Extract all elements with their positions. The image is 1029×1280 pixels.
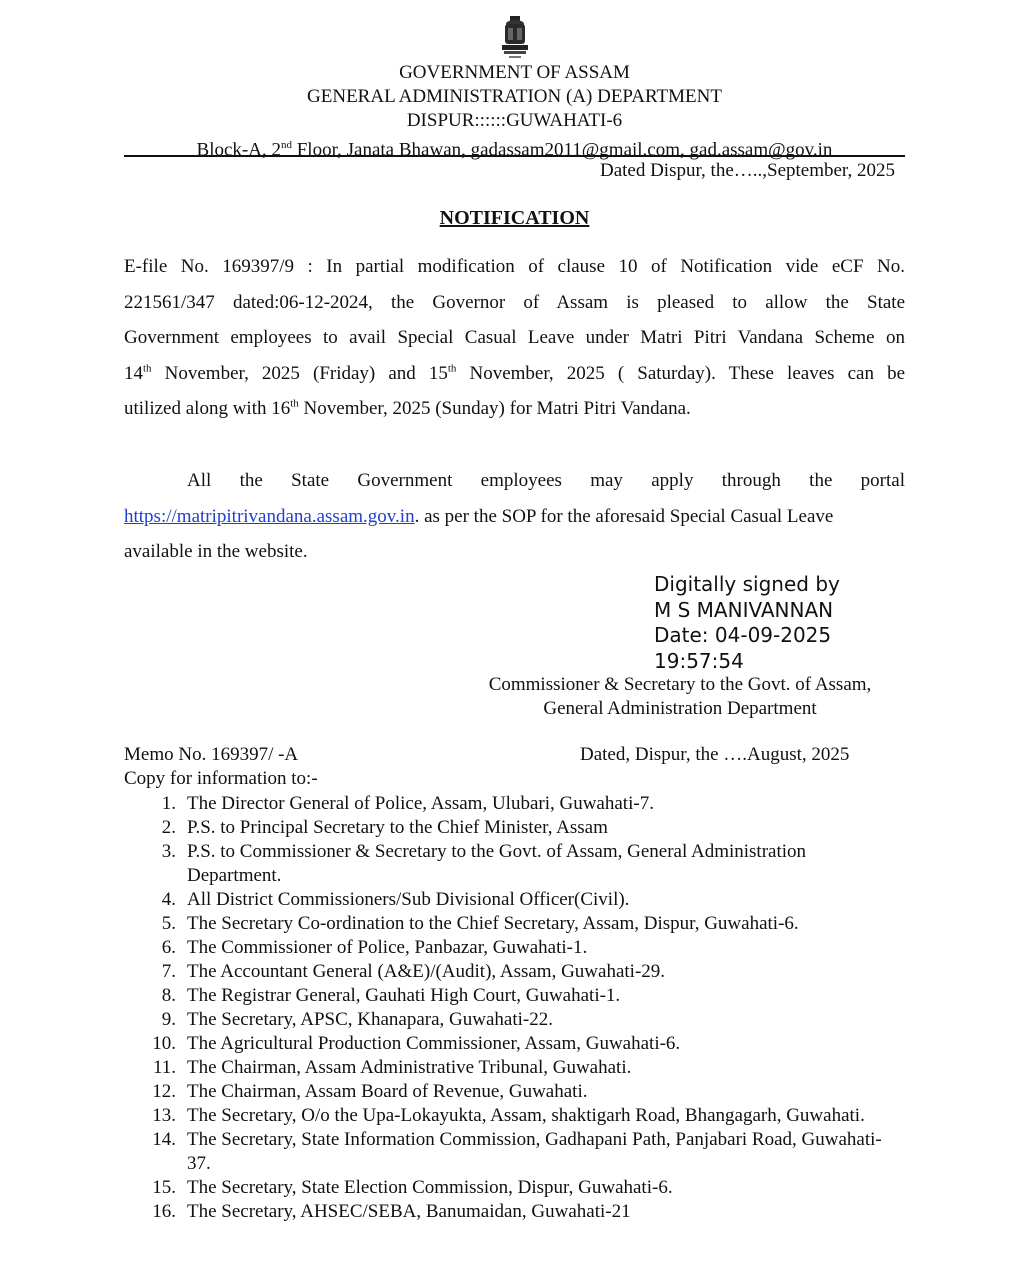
- body-line: E-file No. 169397/9 : In partial modification of clause 10 of Notification vide eCF No.: [124, 256, 905, 277]
- portal-paragraph: [124, 463, 905, 570]
- list-item: 7. The Accountant General (A&E)/(Audit), Assam, Guwahati-29.: [161, 961, 666, 982]
- body-line: utilized along with 16th November, 2025 (Sunday) for Matri Pitri Vandana.: [124, 398, 691, 420]
- header-department: GENERAL ADMINISTRATION (A) DEPARTMENT: [307, 86, 722, 107]
- header-address: Block-A, 2nd Floor, Janata Bhawan, gadassam2011@gmail.com, gad.assam@gov.in: [196, 139, 833, 161]
- header-location: DISPUR::::::GUWAHATI-6: [406, 110, 623, 131]
- list-item: 4. All District Commissioners/Sub Divisional Officer(Civil).: [161, 889, 630, 910]
- list-item: 8. The Registrar General, Gauhati High Court, Guwahati-1.: [161, 985, 621, 1006]
- signatory-designation: Commissioner & Secretary to the Govt. of Assam,: [488, 674, 872, 695]
- list-item: 14. The Secretary, State Information Commission, Gadhapani Path, Panjabari Road, Guwahati-37.: [152, 1129, 882, 1174]
- list-item: 15. The Secretary, State Election Commission, Dispur, Guwahati-6.: [152, 1177, 673, 1198]
- list-item: 12. The Chairman, Assam Board of Revenue, Guwahati.: [152, 1081, 588, 1102]
- list-item: 6. The Commissioner of Police, Panbazar, Guwahati-1.: [161, 937, 588, 958]
- list-item: 16. The Secretary, AHSEC/SEBA, Banumaidan, Guwahati-21: [152, 1201, 631, 1222]
- digital-signature: Digitally signed by M S MANIVANNAN Date: 04-09-2025 19:57:54: [654, 572, 840, 673]
- portal-link[interactable]: https://matripitrivandana.assam.gov.in: [124, 505, 415, 527]
- header-government: GOVERNMENT OF ASSAM: [399, 62, 630, 83]
- body-line: 14th November, 2025 (Friday) and 15th November, 2025 ( Saturday). These leaves can be: [124, 362, 905, 384]
- body-line: https://matripitrivandana.assam.gov.in. as per the SOP for the aforesaid Special Casual Leave: [124, 505, 834, 527]
- page-title: NOTIFICATION: [439, 207, 590, 229]
- notification-date: Dated Dispur, the…..,September, 2025: [599, 160, 895, 181]
- body-line: All the State Government employees may apply through the portal: [187, 470, 905, 491]
- header-divider: [124, 155, 905, 157]
- body-line: Government employees to avail Special Casual Leave under Matri Pitri Vandana Scheme on: [124, 327, 905, 349]
- list-item: 9. The Secretary, APSC, Khanapara, Guwahati-22.: [161, 1009, 553, 1030]
- list-item: 5. The Secretary Co-ordination to the Chief Secretary, Assam, Dispur, Guwahati-6.: [161, 913, 799, 934]
- signatory-department: General Administration Department: [543, 698, 817, 719]
- notification-body: [124, 249, 905, 427]
- list-item: 10. The Agricultural Production Commissioner, Assam, Guwahati-6.: [152, 1033, 681, 1054]
- national-emblem-icon: [498, 14, 532, 62]
- memo-date: Dated, Dispur, the ….August, 2025: [580, 744, 850, 765]
- list-item: 2. P.S. to Principal Secretary to the Chief Minister, Assam: [161, 817, 608, 838]
- copy-label: Copy for information to:-: [124, 768, 318, 789]
- memo-number: Memo No. 169397/ -A: [124, 744, 299, 765]
- list-item: 1. The Director General of Police, Assam, Ulubari, Guwahati-7.: [161, 793, 654, 814]
- list-item: 11. The Chairman, Assam Administrative Tribunal, Guwahati.: [152, 1057, 632, 1078]
- body-line: 221561/347 dated:06-12-2024, the Governor of Assam is pleased to allow the State: [124, 291, 905, 313]
- list-item: 3. P.S. to Commissioner & Secretary to the Govt. of Assam, General Administration Department.: [161, 841, 807, 886]
- list-item: 13. The Secretary, O/o the Upa-Lokayukta, Assam, shaktigarh Road, Bhangagarh, Guwahati.: [152, 1105, 865, 1126]
- body-line: available in the website.: [124, 541, 308, 563]
- copy-list: [124, 792, 905, 1224]
